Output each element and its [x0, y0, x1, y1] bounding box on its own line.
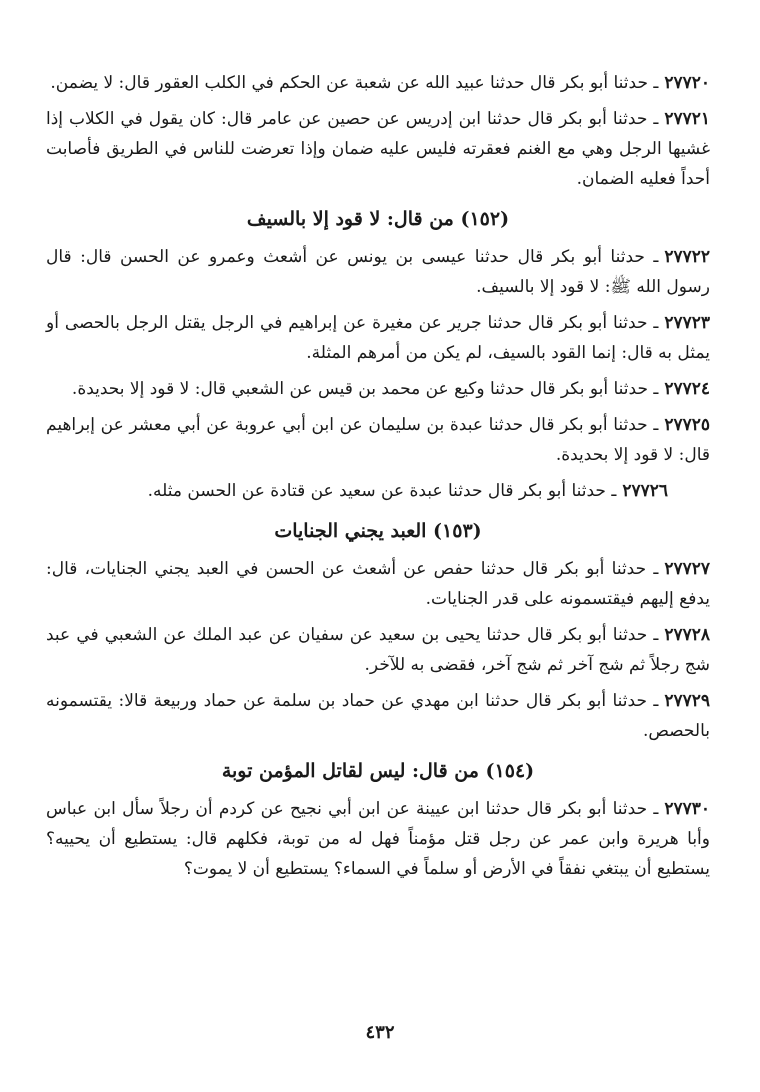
hadith-27730 [46, 794, 710, 884]
hadith-text: ـ حدثنا أبو بكر قال حدثنا عبيد الله عن شعبة عن الحكم في الكلب العقور قال: لا يضمن. [50, 73, 659, 93]
hadith-number: ٢٧٧٢٤ [664, 379, 710, 399]
hadith-number: ٢٧٧٢٣ [664, 313, 710, 333]
hadith-number: ٢٧٧٢٨ [664, 625, 710, 645]
hadith-number: ٢٧٧٢٢ [664, 247, 710, 267]
hadith-27723 [46, 308, 710, 368]
section-heading-153: (١٥٣) العبد يجني الجنايات [274, 520, 482, 542]
hadith-text: ـ حدثنا أبو بكر قال حدثنا ابن مهدي عن حماد بن سلمة عن حماد وربيعة قالا: يقتسمونه بالحصص. [46, 691, 710, 741]
hadith-number: ٢٧٧٢٩ [664, 691, 710, 711]
hadith-number: ٢٧٧٢٧ [664, 559, 710, 579]
hadith-text: ـ حدثنا أبو بكر قال حدثنا جرير عن مغيرة عن إبراهيم في الرجل يقتل الرجل بالحصى أو يمثل به قال: إنما القود بالسيف، لم يكن من أمرهم المثلة. [46, 313, 710, 363]
book-page [46, 68, 710, 890]
hadith-text: ـ حدثنا أبو بكر قال حدثنا حفص عن أشعث عن الحسن في العبد يجني الجنايات، قال: يدفع إليهم فيقتسمونه على قدر الجنايات. [46, 559, 710, 609]
hadith-number: ٢٧٧٢٦ [622, 481, 668, 501]
hadith-number: ٢٧٧٣٠ [664, 799, 710, 819]
hadith-number: ٢٧٧٢١ [664, 109, 710, 129]
hadith-text: ـ حدثنا أبو بكر قال حدثنا عيسى بن يونس عن أشعث وعمرو عن الحسن قال: قال رسول الله ﷺ: لا قود إلا بالسيف. [46, 247, 710, 297]
hadith-27720 [46, 68, 710, 98]
hadith-27724 [46, 374, 710, 404]
hadith-27726 [46, 476, 710, 506]
hadith-27727 [46, 554, 710, 614]
hadith-text: ـ حدثنا أبو بكر قال حدثنا يحيى بن سعيد عن سفيان عن عبد الملك عن الشعبي في عبد شج رجلاً ثم شج آخر ثم شج آخر، فقضى به للآخر. [46, 625, 710, 675]
hadith-27725 [46, 410, 710, 470]
hadith-27729 [46, 686, 710, 746]
hadith-number: ٢٧٧٢٥ [664, 415, 710, 435]
hadith-number: ٢٧٧٢٠ [664, 73, 710, 93]
hadith-text: ـ حدثنا أبو بكر قال حدثنا عبدة عن سعيد عن قتادة عن الحسن مثله. [147, 481, 617, 501]
page-number: ٤٣٢ [365, 1022, 395, 1043]
hadith-text: ـ حدثنا أبو بكر قال حدثنا عبدة بن سليمان عن ابن أبي عروبة عن أبي معشر عن إبراهيم قال: لا قود إلا بحديدة. [46, 415, 710, 465]
hadith-27721 [46, 104, 710, 194]
hadith-text: ـ حدثنا أبو بكر قال حدثنا ابن عيينة عن ابن أبي نجيح عن كردم أن رجلاً سأل ابن عباس وأبا هريرة وابن عمر عن رجل قتل مؤمناً فهل له من توبة، فكلهم قال: يستطيع أن يحييه؟ يستطيع أن يبتغي نفقاً في الأرض أو سلماً في السماء؟ يستطيع أن لا يموت؟ [46, 799, 710, 879]
hadith-text: ـ حدثنا أبو بكر قال حدثنا وكيع عن محمد بن قيس عن الشعبي قال: لا قود إلا بحديدة. [71, 379, 659, 399]
hadith-27728 [46, 620, 710, 680]
section-heading-152: (١٥٢) من قال: لا قود إلا بالسيف [246, 208, 510, 230]
hadith-text: ـ حدثنا أبو بكر قال حدثنا ابن إدريس عن حصين عن عامر قال: كان يقول في الكلاب إذا غشيها الرجل وهي مع الغنم فعقرته فليس عليه ضمان وإذا تعرضت للناس في الطريق فأصابت أحداً فعليه الضمان. [46, 109, 710, 189]
hadith-27722 [46, 242, 710, 302]
section-heading-154: (١٥٤) من قال: ليس لقاتل المؤمن توبة [221, 760, 535, 782]
